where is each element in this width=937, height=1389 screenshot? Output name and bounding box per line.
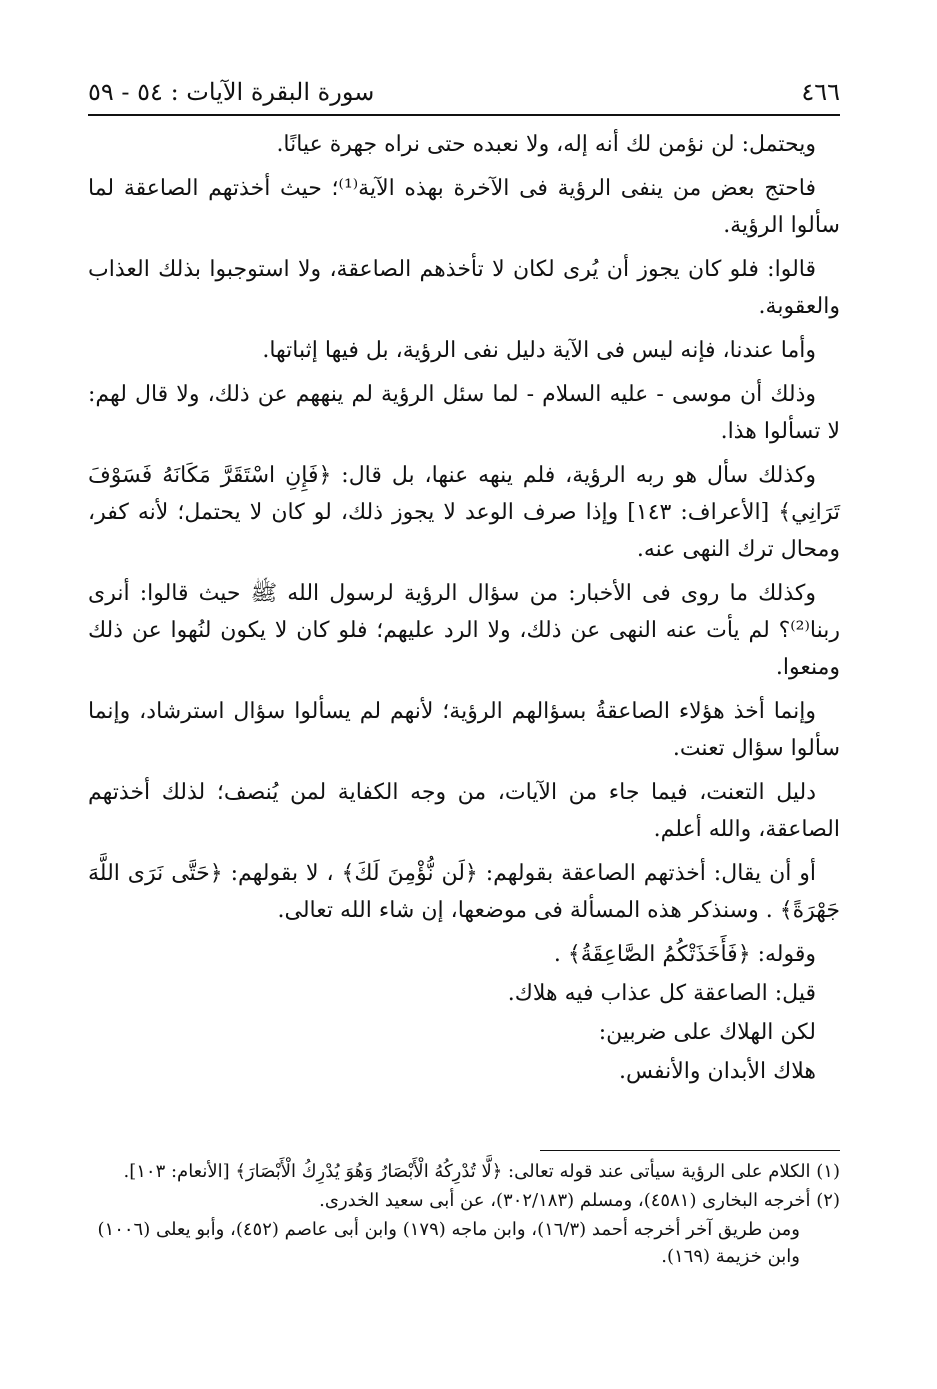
paragraph: وذلك أن موسى - عليه السلام - لما سئل الرؤية لم ينههم عن ذلك، ولا قال لهم: لا تسألوا هذا.: [88, 382, 840, 444]
main-text: [88, 126, 840, 1092]
paragraph: أو أن يقال: أخذتهم الصاعقة بقولهم: ﴿لَن نُّؤْمِنَ لَكَ﴾ ، لا بقولهم: ﴿حَتَّى نَرَى اللَّهَ جَهْرَةً﴾ . وسنذكر هذه المسألة فى موضعها، إن شاء الله تعالى.: [88, 861, 840, 923]
footnote-2-continuation: ومن طريق آخر أخرجه أحمد (١٦/٣)، وابن ماجه (١٧٩) وابن أبى عاصم (٤٥٢)، وأبو يعلى (١٠٠٦) وابن خزيمة (١٦٩).: [97, 1219, 800, 1267]
running-title: سورة البقرة الآيات : ٥٤ - ٥٩: [88, 78, 375, 106]
footnote-2: (٢) أخرجه البخارى (٤٥٨١)، ومسلم (٣٠٢/١٨٣)، عن أبى سعيد الخدرى.: [319, 1190, 840, 1211]
footnote-1: (١) الكلام على الرؤية سيأتى عند قوله تعالى: ﴿لَّا تُدْرِكُهُ الْأَبْصَارُ وَهُوَ يُدْرِكُ الْأَبْصَارَ﴾ [الأنعام: ١٠٣].: [123, 1161, 840, 1182]
page-number: ٤٦٦: [801, 78, 840, 106]
paragraph: ويحتمل: لن نؤمن لك أنه إله، ولا نعبده حتى نراه جهرة عيانًا.: [276, 132, 816, 157]
paragraph: هلاك الأبدان والأنفس.: [618, 1059, 816, 1084]
paragraph: لكن الهلاك على ضربين:: [598, 1020, 816, 1045]
paragraph: فاحتج بعض من ينفى الرؤية فى الآخرة بهذه الآية⁽¹⁾؛ حيث أخذتهم الصاعقة لما سألوا الرؤية.: [88, 176, 840, 238]
page-header: [88, 66, 840, 106]
paragraph: وكذلك سأل هو ربه الرؤية، فلم ينهه عنها، بل قال: ﴿فَإِنِ اسْتَقَرَّ مَكَانَهُ فَسَوْفَ تَرَانِي﴾ [الأعراف: ١٤٣] وإذا صرف الوعد لا يجوز ذلك، لو كان لا يحتمل؛ لأنه كفر، ومحال ترك النهى عنه.: [88, 463, 840, 562]
footnotes: [88, 1158, 840, 1272]
paragraph: وقوله: ﴿فَأَخَذَتْكُمُ الصَّاعِقَةُ﴾ .: [553, 942, 816, 967]
paragraph: قالوا: فلو كان يجوز أن يُرى لكان لا تأخذهم الصاعقة، ولا استوجبوا بذلك العذاب والعقوبة.: [88, 257, 840, 319]
paragraph: قيل: الصاعقة كل عذاب فيه هلاك.: [507, 981, 816, 1006]
paragraph: وكذلك ما روى فى الأخبار: من سؤال الرؤية لرسول الله ﷺ حيث قالوا: أنرى ربنا⁽²⁾؟ لم يأت عنه النهى عن ذلك، ولا الرد عليهم؛ فلو كان لا يكون لنُهوا عن ذلك ومنعوا.: [88, 581, 840, 680]
paragraph: وإنما أخذ هؤلاء الصاعقةُ بسؤالهم الرؤية؛ لأنهم لم يسألوا سؤال استرشاد، وإنما سألوا سؤال تعنت.: [88, 699, 840, 761]
paragraph: دليل التعنت، فيما جاء من الآيات، من وجه الكفاية لمن يُنصف؛ لذلك أخذتهم الصاعقة، والله أعلم.: [88, 780, 840, 842]
paragraph: وأما عندنا، فإنه ليس فى الآية دليل نفى الرؤية، بل فيها إثباتها.: [262, 338, 816, 363]
footnote-divider: [540, 1150, 840, 1151]
header-divider: [88, 114, 840, 116]
